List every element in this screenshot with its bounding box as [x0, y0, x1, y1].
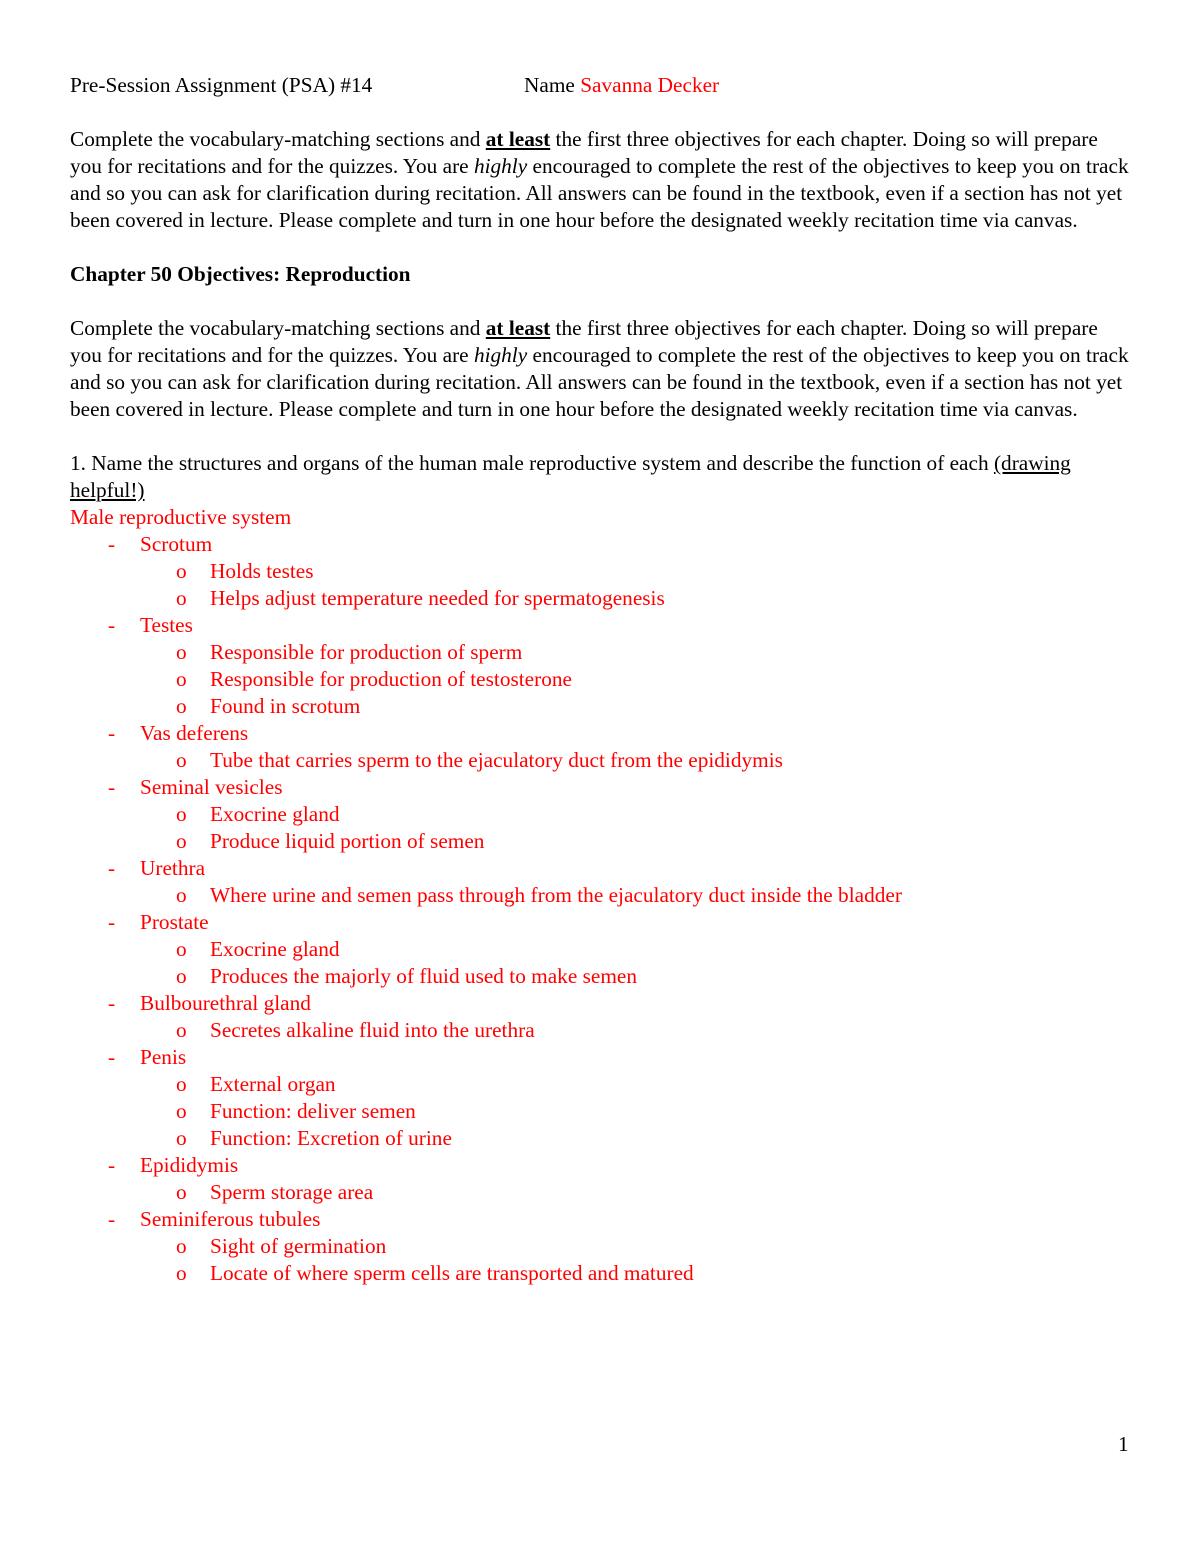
- question-1-text: 1. Name the structures and organs of the human male reproductive system and describe the function of each: [70, 451, 994, 475]
- dash-bullet: -: [108, 532, 116, 556]
- function-text: Function: Excretion of urine: [210, 1126, 452, 1150]
- circle-bullet: o: [176, 694, 187, 718]
- structure-label: Penis: [140, 1045, 187, 1069]
- structure-item: [70, 720, 1130, 774]
- function-list: [140, 747, 1130, 774]
- structure-item: [70, 531, 1130, 612]
- dash-bullet: -: [108, 1153, 116, 1177]
- function-list: [140, 1233, 1130, 1287]
- dash-bullet: -: [108, 856, 116, 880]
- question-1: [70, 450, 1130, 504]
- answer-title: Male reproductive system: [70, 505, 292, 529]
- structure-label: Urethra: [140, 856, 206, 880]
- circle-bullet: o: [176, 964, 187, 988]
- structure-item: [70, 1044, 1130, 1152]
- function-item: [140, 1125, 1130, 1152]
- function-list: [140, 936, 1130, 990]
- function-text: Secretes alkaline fluid into the urethra: [210, 1018, 535, 1042]
- instructions-paragraph-repeat: [70, 315, 1130, 423]
- circle-bullet: o: [176, 1234, 187, 1258]
- instructions-text-3: encouraged to complete the rest of the objectives to keep you on track and so you can ask for clarification during recitation. All answers can be found in the textbook, even if a section has not yet been covered in lecture. Please complete and turn in one hour before the designated weekly recitation time via canvas.: [70, 154, 1129, 232]
- circle-bullet: o: [176, 1018, 187, 1042]
- function-text: Tube that carries sperm to the ejaculatory duct from the epididymis: [210, 748, 783, 772]
- function-text: Helps adjust temperature needed for spermatogenesis: [210, 586, 665, 610]
- function-text: Holds testes: [210, 559, 314, 583]
- structure-label: Scrotum: [140, 532, 213, 556]
- circle-bullet: o: [176, 559, 187, 583]
- circle-bullet: o: [176, 937, 187, 961]
- structure-item: [70, 612, 1130, 720]
- dash-bullet: -: [108, 910, 116, 934]
- function-text: Where urine and semen pass through from the ejaculatory duct inside the bladder: [210, 883, 902, 907]
- dash-bullet: -: [108, 1207, 116, 1231]
- structure-item: [70, 1206, 1130, 1287]
- function-text: Locate of where sperm cells are transported and matured: [210, 1261, 694, 1285]
- document-body: [70, 72, 1130, 1287]
- function-list: [140, 639, 1130, 720]
- chapter-heading: Chapter 50 Objectives: Reproduction: [70, 262, 411, 286]
- function-item: [140, 693, 1130, 720]
- circle-bullet: o: [176, 829, 187, 853]
- structure-label: Seminal vesicles: [140, 775, 283, 799]
- structure-label: Prostate: [140, 910, 209, 934]
- structure-label: Bulbourethral gland: [140, 991, 311, 1015]
- structure-item: [70, 990, 1130, 1044]
- instructions-text-3: encouraged to complete the rest of the objectives to keep you on track and so you can ask for clarification during recitation. All answers can be found in the textbook, even if a section has not yet been covered in lecture. Please complete and turn in one hour before the designated weekly recitation time via canvas.: [70, 343, 1129, 421]
- function-item: [140, 1233, 1130, 1260]
- answer-list: [70, 531, 1130, 1287]
- structure-item: [70, 774, 1130, 855]
- function-list: [140, 558, 1130, 612]
- circle-bullet: o: [176, 1126, 187, 1150]
- instructions-italic: highly: [473, 154, 528, 178]
- structure-item: [70, 855, 1130, 909]
- function-item: [140, 828, 1130, 855]
- function-item: [140, 1260, 1130, 1287]
- name-label: Name: [524, 73, 575, 97]
- structure-item: [70, 909, 1130, 990]
- function-item: [140, 1098, 1130, 1125]
- function-text: Sight of germination: [210, 1234, 387, 1258]
- circle-bullet: o: [176, 1261, 187, 1285]
- circle-bullet: o: [176, 667, 187, 691]
- question-1-hint: (drawing helpful!): [70, 451, 1071, 502]
- dash-bullet: -: [108, 613, 116, 637]
- structure-item: [70, 1152, 1130, 1206]
- dash-bullet: -: [108, 775, 116, 799]
- page-number: 1: [1118, 1432, 1129, 1456]
- assignment-title: Pre-Session Assignment (PSA) #14: [70, 73, 373, 97]
- instructions-text-1: Complete the vocabulary-matching sections and: [70, 127, 486, 151]
- function-item: [140, 882, 1130, 909]
- function-list: [140, 882, 1130, 909]
- function-item: [140, 747, 1130, 774]
- function-text: Exocrine gland: [210, 802, 340, 826]
- instructions-text-1: Complete the vocabulary-matching sections and: [70, 316, 486, 340]
- instructions-italic: highly: [473, 343, 528, 367]
- function-text: Found in scrotum: [210, 694, 361, 718]
- name-field: [524, 72, 719, 99]
- function-item: [140, 558, 1130, 585]
- function-item: [140, 1071, 1130, 1098]
- circle-bullet: o: [176, 802, 187, 826]
- function-text: Function: deliver semen: [210, 1099, 416, 1123]
- instructions-paragraph: [70, 126, 1130, 234]
- function-list: [140, 1179, 1130, 1206]
- function-item: [140, 1017, 1130, 1044]
- function-list: [140, 801, 1130, 855]
- dash-bullet: -: [108, 1045, 116, 1069]
- student-name: Savanna Decker: [580, 73, 720, 97]
- circle-bullet: o: [176, 640, 187, 664]
- function-text: Sperm storage area: [210, 1180, 374, 1204]
- dash-bullet: -: [108, 721, 116, 745]
- circle-bullet: o: [176, 586, 187, 610]
- circle-bullet: o: [176, 1180, 187, 1204]
- function-item: [140, 801, 1130, 828]
- instructions-emphasis: at least: [485, 127, 551, 151]
- function-list: [140, 1017, 1130, 1044]
- structure-label: Testes: [140, 613, 193, 637]
- function-text: Responsible for production of sperm: [210, 640, 523, 664]
- structure-label: Vas deferens: [140, 721, 249, 745]
- instructions-text-2: the first three objectives for each chapter. Doing so will prepare you for recitations and for the quizzes. You are: [70, 316, 1098, 367]
- function-item: [140, 963, 1130, 990]
- function-text: Produces the majorly of fluid used to make semen: [210, 964, 638, 988]
- function-item: [140, 639, 1130, 666]
- function-text: Exocrine gland: [210, 937, 340, 961]
- instructions-emphasis: at least: [485, 316, 551, 340]
- function-item: [140, 936, 1130, 963]
- structure-label: Epididymis: [140, 1153, 239, 1177]
- structure-label: Seminiferous tubules: [140, 1207, 321, 1231]
- function-item: [140, 585, 1130, 612]
- dash-bullet: -: [108, 991, 116, 1015]
- function-text: Responsible for production of testosterone: [210, 667, 572, 691]
- circle-bullet: o: [176, 1099, 187, 1123]
- instructions-text-2: the first three objectives for each chapter. Doing so will prepare you for recitations and for the quizzes. You are: [70, 127, 1098, 178]
- circle-bullet: o: [176, 883, 187, 907]
- function-text: External organ: [210, 1072, 336, 1096]
- function-list: [140, 1071, 1130, 1152]
- circle-bullet: o: [176, 1072, 187, 1096]
- function-item: [140, 1179, 1130, 1206]
- function-item: [140, 666, 1130, 693]
- header-line: [70, 72, 1130, 99]
- function-text: Produce liquid portion of semen: [210, 829, 485, 853]
- circle-bullet: o: [176, 748, 187, 772]
